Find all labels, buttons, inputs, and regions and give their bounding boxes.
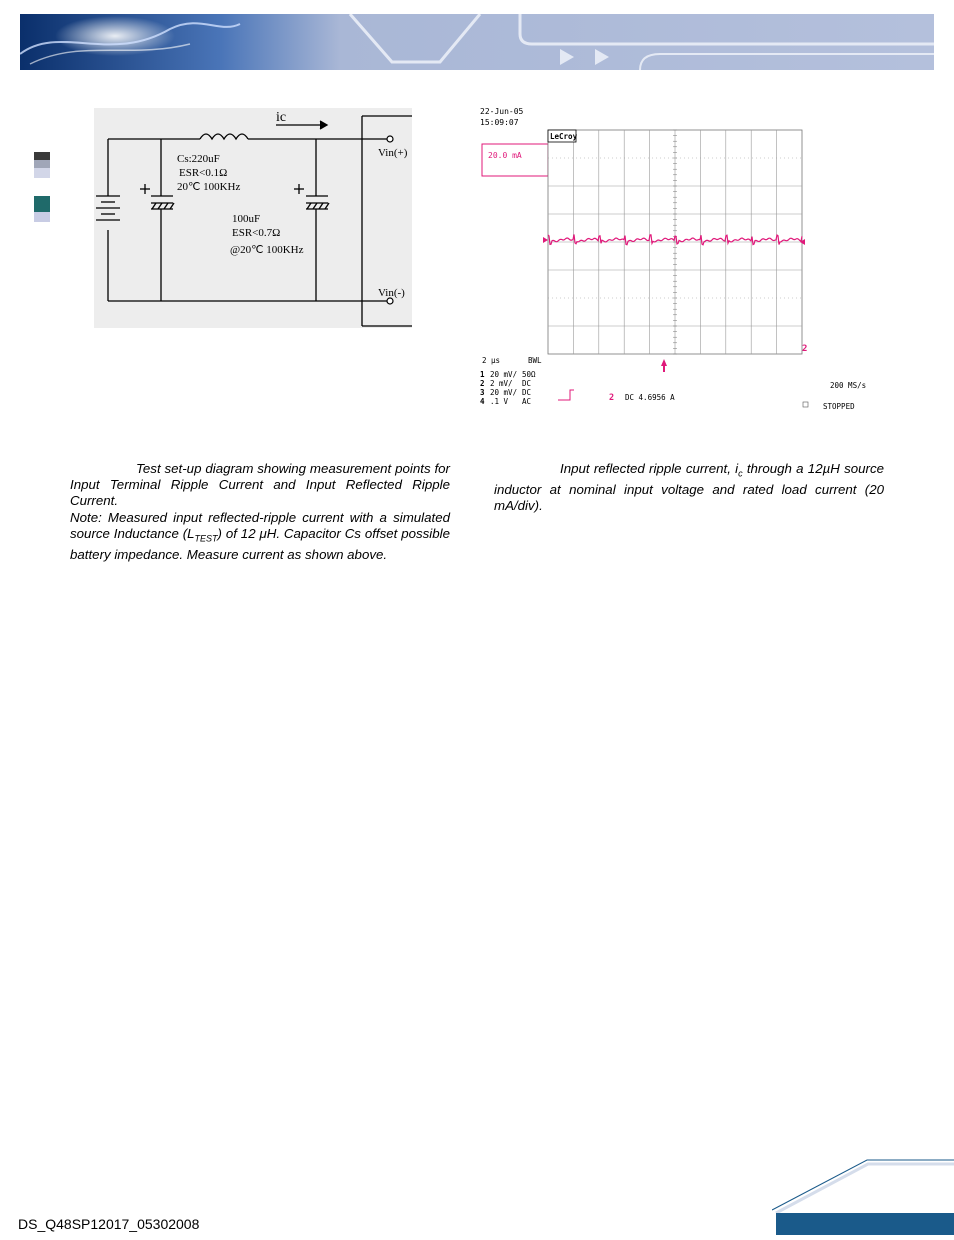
right-caption-a: Input reflected ripple current, i — [560, 461, 739, 476]
banner-graphic — [20, 14, 934, 70]
scope-sample-rate: 200 MS/s — [830, 381, 867, 390]
channel-1-coupling: 50Ω — [522, 370, 536, 379]
scope-grid — [548, 130, 802, 354]
right-caption-sub: c — [738, 468, 743, 479]
status-square-icon — [803, 402, 808, 407]
trigger-info: DC 4.6956 A — [625, 393, 675, 402]
channel-4-coupling: AC — [522, 397, 532, 406]
left-caption-note-a: Note: Measured input reflected-ripple current with a simulated source Inductance (L — [70, 509, 450, 541]
channel-2-coupling: DC — [522, 379, 532, 388]
side-square-light — [34, 168, 50, 178]
scope-brand: LeCroy — [550, 132, 578, 141]
channel-3-num: 3 — [480, 388, 485, 397]
channel-list — [480, 370, 536, 406]
side-square-lilac — [34, 212, 50, 222]
test-setup-schematic — [94, 108, 412, 328]
scope-date: 22-Jun-05 — [480, 107, 524, 116]
cap2-line-1: 100uF — [232, 213, 261, 225]
footer-corner-graphic — [772, 1158, 954, 1235]
left-caption-paragraph: Test set-up diagram showing measurement points for Input Terminal Ripple Current and Input Reflected Ripple Current. — [70, 461, 450, 509]
channel-2-num: 2 — [480, 379, 485, 388]
channel-1-scale: 20 mV/ — [490, 370, 518, 379]
cap1-line-3: 20℃ 100KHz — [177, 181, 241, 193]
trigger-edge-icon — [558, 390, 574, 400]
scope-bwl: BWL — [528, 356, 542, 365]
cap2-line-2: ESR<0.7Ω — [232, 227, 281, 239]
trigger-channel-num: 2 — [609, 393, 615, 403]
right-caption-b: through a 12µH source inductor at nominal input voltage and rated load current (20 mA/div). — [494, 461, 885, 514]
scope-status: STOPPED — [823, 402, 855, 411]
cap2-line-3: @20℃ 100KHz — [230, 244, 304, 256]
header-banner — [20, 14, 934, 70]
left-figure-caption — [70, 461, 450, 563]
oscilloscope-screen — [478, 104, 888, 416]
vin-neg-label: Vin(-) — [378, 287, 405, 299]
cap1-line-1: Cs:220uF — [177, 153, 220, 165]
channel-4-num: 4 — [480, 397, 485, 406]
scope-readout-box — [482, 144, 548, 176]
oscilloscope-capture — [478, 104, 888, 416]
scope-time: 15:09:07 — [480, 118, 519, 127]
schematic-drawing — [94, 108, 412, 328]
channel-1-num: 1 — [480, 370, 485, 379]
side-square-teal — [34, 196, 50, 212]
document-code: DS_Q48SP12017_05302008 — [18, 1216, 200, 1232]
side-square-gray — [34, 160, 50, 168]
cap1-line-2: ESR<0.1Ω — [179, 167, 228, 179]
trigger-channel-marker: 2 — [802, 344, 808, 354]
channel-3-scale: 20 mV/ — [490, 388, 518, 397]
channel-2-scale: 2 mV/ — [490, 379, 513, 388]
scope-timebase: 2 µs — [482, 356, 501, 365]
channel-3-coupling: DC — [522, 388, 532, 397]
left-caption-note-sub: TEST — [194, 533, 218, 544]
scope-readout: 20.0 mA — [488, 151, 522, 160]
footer-corner-shape — [772, 1158, 954, 1235]
current-label-ic: ic — [276, 110, 287, 125]
left-caption-note-b: ) of 12 μH. Capacitor Cs offset possible battery impedance. Measure current as shown above. — [70, 525, 450, 562]
channel-4-scale: .1 V — [490, 397, 509, 406]
trigger-position-marker — [661, 359, 667, 372]
right-figure-caption — [494, 461, 884, 514]
side-square-dark — [34, 152, 50, 160]
vin-pos-label: Vin(+) — [378, 147, 408, 159]
